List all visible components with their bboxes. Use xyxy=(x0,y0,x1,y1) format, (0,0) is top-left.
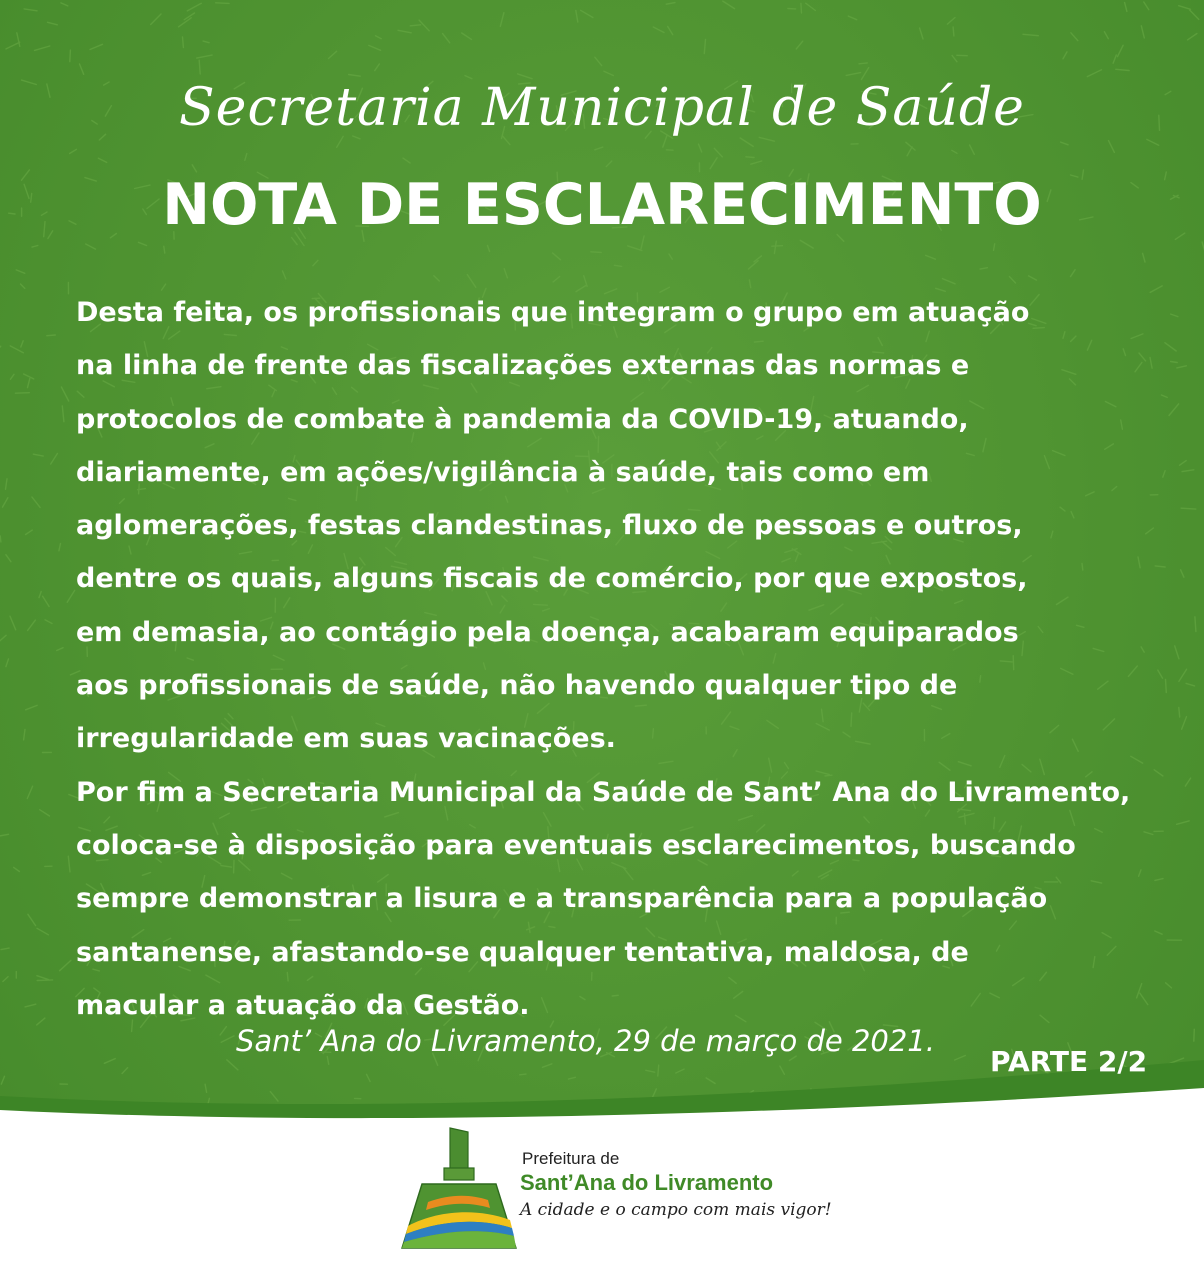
body-line: santanense, afastando-se qualquer tentativa, maldosa, de xyxy=(76,936,969,968)
body-line: dentre os quais, alguns fiscais de comércio, por que expostos, xyxy=(76,563,1028,595)
place-date: Sant’ Ana do Livramento, 29 de março de 2021. xyxy=(236,1024,935,1058)
logo-prefix: Prefeitura de xyxy=(522,1149,620,1168)
body-line: em demasia, ao contágio pela doença, acabaram equiparados xyxy=(76,616,1019,648)
body-line: irregularidade em suas vacinações. xyxy=(76,723,616,755)
body-line: Desta feita, os profissionais que integram o grupo em atuação xyxy=(76,297,1030,328)
body-text xyxy=(76,286,1136,1032)
body-line: sempre demonstrar a lisura e a transparência para a população xyxy=(76,883,1048,915)
logo-slogan: A cidade e o campo com mais vigor! xyxy=(520,1200,832,1220)
body-line: coloca-se à disposição para eventuais esclarecimentos, buscando xyxy=(76,829,1076,861)
main-title: NOTA DE ESCLARECIMENTO xyxy=(162,172,1042,238)
city-logo-icon xyxy=(398,1124,520,1254)
body-line: diariamente, em ações/vigilância à saúde, tais como em xyxy=(76,456,930,488)
logo-name: Sant’Ana do Livramento xyxy=(520,1170,774,1195)
body-line: Por fim a Secretaria Municipal da Saúde de Sant’ Ana do Livramento, xyxy=(76,776,1131,808)
part-label: PARTE 2/2 xyxy=(990,1045,1148,1078)
body-line: protocolos de combate à pandemia da COVID-19, atuando, xyxy=(76,403,969,435)
body-line: na linha de frente das fiscalizações externas das normas e xyxy=(76,350,970,382)
body-line: aglomerações, festas clandestinas, fluxo de pessoas e outros, xyxy=(76,510,1023,542)
secretariat-title: Secretaria Municipal de Saúde xyxy=(179,78,1025,138)
body-line: macular a atuação da Gestão. xyxy=(76,989,530,1021)
body-line: aos profissionais de saúde, não havendo qualquer tipo de xyxy=(76,670,958,702)
